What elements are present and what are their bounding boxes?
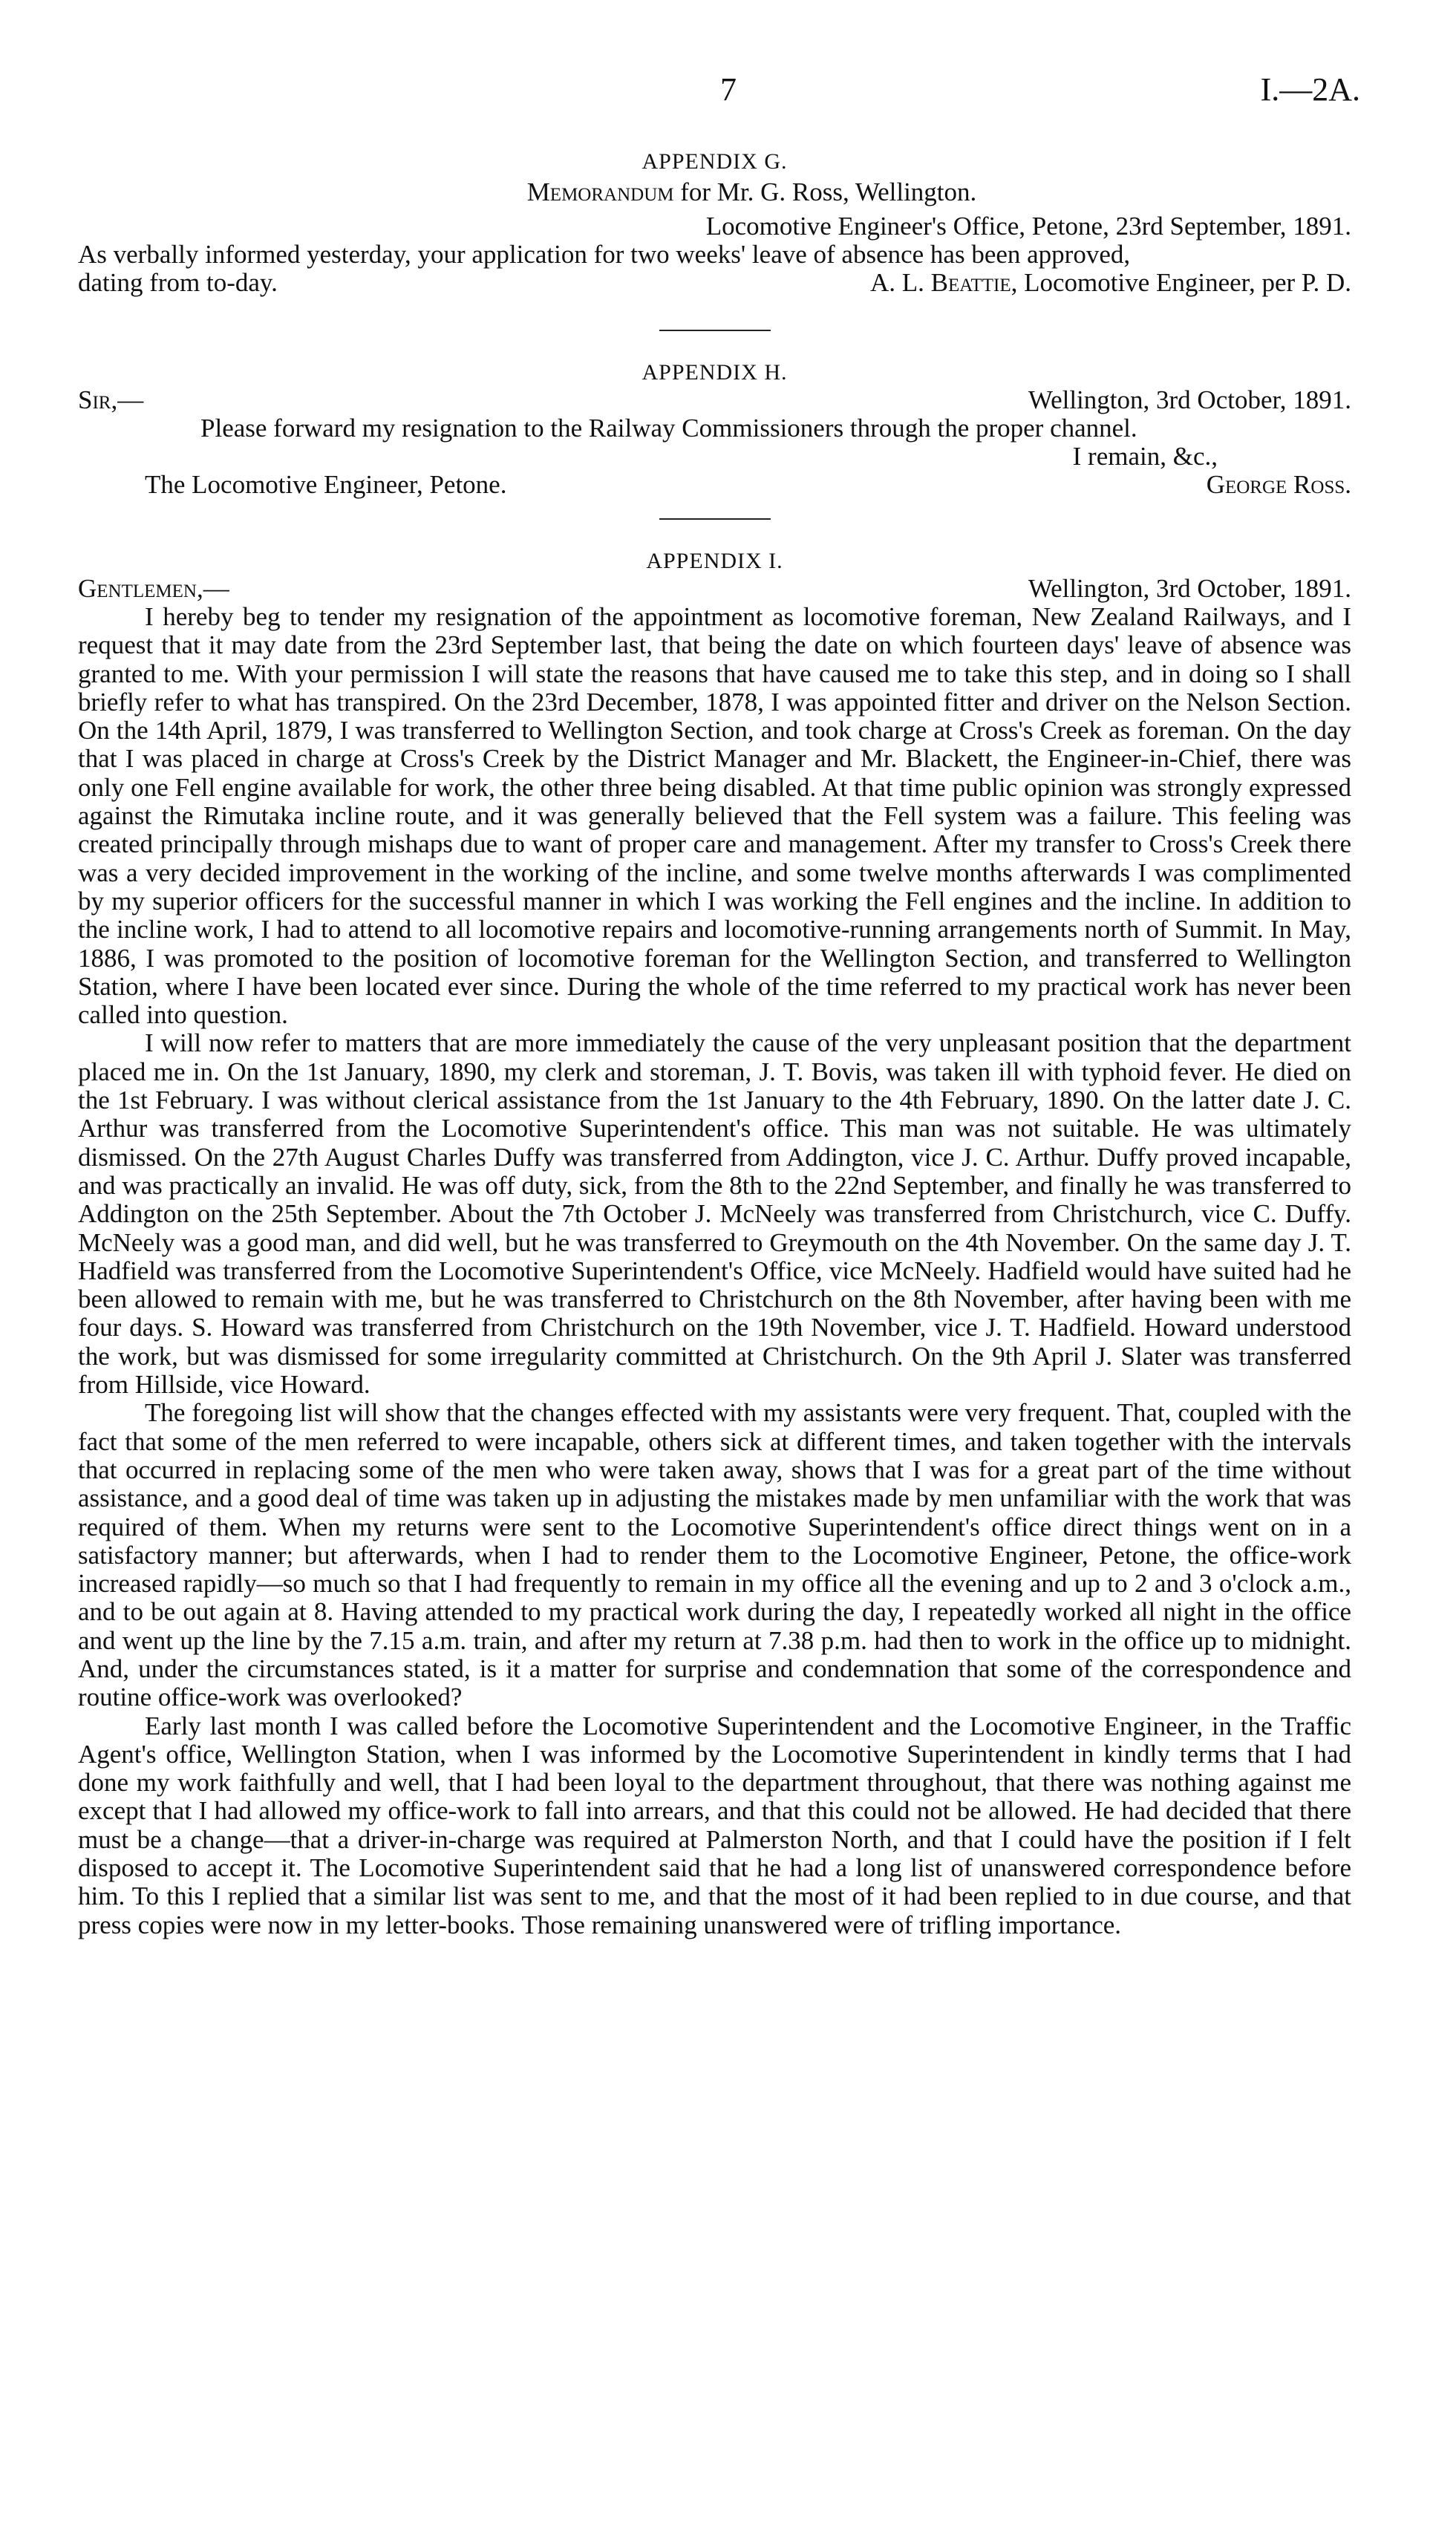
appendix-h [78, 359, 1351, 499]
appendix-h-title: APPENDIX H. [642, 360, 788, 385]
page-header [78, 71, 1360, 126]
letter-h-footer [78, 471, 1351, 499]
memo-heading [78, 178, 1351, 206]
document-page [78, 71, 1360, 1939]
appendix-i-title: APPENDIX I. [646, 549, 783, 573]
letter-h-closing: I remain, &c., [1072, 442, 1218, 471]
letter-i-salutation: Gentlemen,— [78, 574, 229, 603]
letter-h-heading [78, 386, 1351, 414]
memo-recipient: for Mr. G. Ross, Wellington. [673, 177, 977, 206]
letter-i-paragraph-3: The foregoing list will show that the changes effected with my assistants were very frequent. That, coupled with the fact that some of the men referred to were incapable, others sick at different times, and taken together with the intervals that occurred in replacing some of the men who were taken away, shows that I was for a great part of the time without assistance, and a good deal of time was taken up in adjusting the mistakes made by men unfamiliar with the work that was required of them. When my returns were sent to the Locomotive Superintendent's office direct things went on in a satisfactory manner; but afterwards, when I had to render them to the Locomotive Engineer, Petone, the office-work increased rapidly—so much so that I had frequently to remain in my office all the evening and up to 2 and 3 o'clock a.m., and to be out again at 8. Having attended to my practical work during the day, I repeatedly worked all night in the office and went up the line by the 7.15 a.m. train, and after my return at 7.38 p.m. had then to work in the office up to midnight. And, under the circumstances stated, is it a matter for surprise and condemnation that some of the correspondence and routine office-work was overlooked? [78, 1398, 1351, 1712]
memo-dateline: Locomotive Engineer's Office, Petone, 23rd September, 1891. [705, 212, 1351, 241]
letter-i-heading [78, 575, 1351, 603]
letter-i-dateline: Wellington, 3rd October, 1891. [1028, 574, 1351, 603]
appendix-g [78, 149, 1351, 297]
memo-signature-name: A. L. Beattie [869, 268, 1011, 297]
page-number: 7 [720, 71, 737, 108]
section-divider [659, 518, 771, 520]
memo-signature-title: , Locomotive Engineer, per P. D. [1011, 268, 1351, 297]
memo-signature [870, 269, 1351, 297]
letter-h-signature: George Ross. [1206, 470, 1351, 499]
appendix-g-title: APPENDIX G. [642, 149, 788, 174]
letter-i-paragraph-4: Early last month I was called before the Locomotive Superintendent and the Locomotive Engineer, in the Traffic Agent's office, Wellington Station, when I was informed by the Locomotive Superintendent in kindly terms that I had done my work faithfully and well, that I had been loyal to the department throughout, that there was nothing against me except that I had allowed my office-work to fall into arrears, and that this could not be allowed. He had decided that there must be a change—that a driver-in-charge was required at Palmerston North, and that I could have the position if I felt disposed to accept it. The Locomotive Superintendent said that he had a long list of unanswered correspondence before him. To this I replied that a similar list was sent to me, and that the most of it had been replied to in due course, and that press copies were now in my letter-books. Those remaining unanswered were of trifling importance. [78, 1711, 1351, 1939]
paper-reference: I.—2A. [1260, 71, 1360, 108]
letter-h-dateline: Wellington, 3rd October, 1891. [1028, 385, 1351, 414]
section-divider [659, 330, 771, 331]
memo-body-line-2: dating from to-day. [78, 268, 278, 297]
appendix-i [78, 548, 1351, 1939]
memo-body-line-1: As verbally informed yesterday, your application for two weeks' leave of absence has been approved, [78, 240, 1131, 269]
letter-h-body: Please forward my resignation to the Railway Commissioners through the proper channel. [200, 414, 1137, 443]
letter-i-paragraph-1: I hereby beg to tender my resignation of the appointment as locomotive foreman, New Zealand Railways, and I request that it may date from the 23rd September last, that being the date on which fourteen days' leave of absence was granted to me. With your permission I will state the reasons that have caused me to take this step, and in doing so I shall briefly refer to what has transpired. On the 23rd December, 1878, I was appointed fitter and driver on the Nelson Section. On the 14th April, 1879, I was transferred to Wellington Section, and took charge at Cross's Creek as foreman. On the day that I was placed in charge at Cross's Creek by the District Manager and Mr. Blackett, the Engineer-in-Chief, there was only one Fell engine available for work, the other three being disabled. At that time public opinion was strongly expressed against the Rimutaka incline route, and it was generally believed that the Fell system was a failure. This feeling was created principally through mishaps due to want of proper care and management. After my transfer to Cross's Creek there was a very decided improvement in the working of the incline, and some twelve months afterwards I was complimented by my superior officers for the successful manner in which I was working the Fell engines and the incline. In addition to the incline work, I had to attend to all locomotive repairs and locomotive-running arrangements north of Summit. In May, 1886, I was promoted to the position of locomotive foreman for the Wellington Section, and transferred to Wellington Station, where I have been located ever since. During the whole of the time referred to my practical work has never been called into question. [78, 602, 1351, 1030]
letter-i-paragraph-2: I will now refer to matters that are more immediately the cause of the very unpleasant position that the department placed me in. On the 1st January, 1890, my clerk and storeman, J. T. Bovis, was taken ill with typhoid fever. He died on the 1st February. I was without clerical assistance from the 1st January to the 4th February, 1890. On the latter date J. C. Arthur was transferred from the Locomotive Superintendent's office. This man was not suitable. He was ultimately dismissed. On the 27th August Charles Duffy was transferred from Addington, vice J. C. Arthur. Duffy proved incapable, and was practically an invalid. He was off duty, sick, from the 8th to the 22nd September, and finally he was transferred to Addington on the 25th September. About the 7th October J. McNeely was transferred from Christchurch, vice C. Duffy. McNeely was a good man, and did well, but he was transferred to Greymouth on the 4th November. On the same day J. T. Hadfield was transferred from the Locomotive Superintendent's Office, vice McNeely. Hadfield would have suited had he been allowed to remain with me, but he was transferred to Christchurch on the 8th November, after having been with me four days. S. Howard was transferred from Christchurch on the 19th November, vice J. T. Hadfield. Howard understood the work, but was dismissed for some irregularity committed at Christchurch. On the 9th April J. Slater was transferred from Hillside, vice Howard. [78, 1028, 1351, 1400]
letter-h-addressee: The Locomotive Engineer, Petone. [145, 470, 507, 499]
memo-label: Memorandum [526, 177, 674, 206]
memo-closing-row [78, 269, 1351, 297]
letter-h-salutation: Sir,— [78, 385, 144, 414]
